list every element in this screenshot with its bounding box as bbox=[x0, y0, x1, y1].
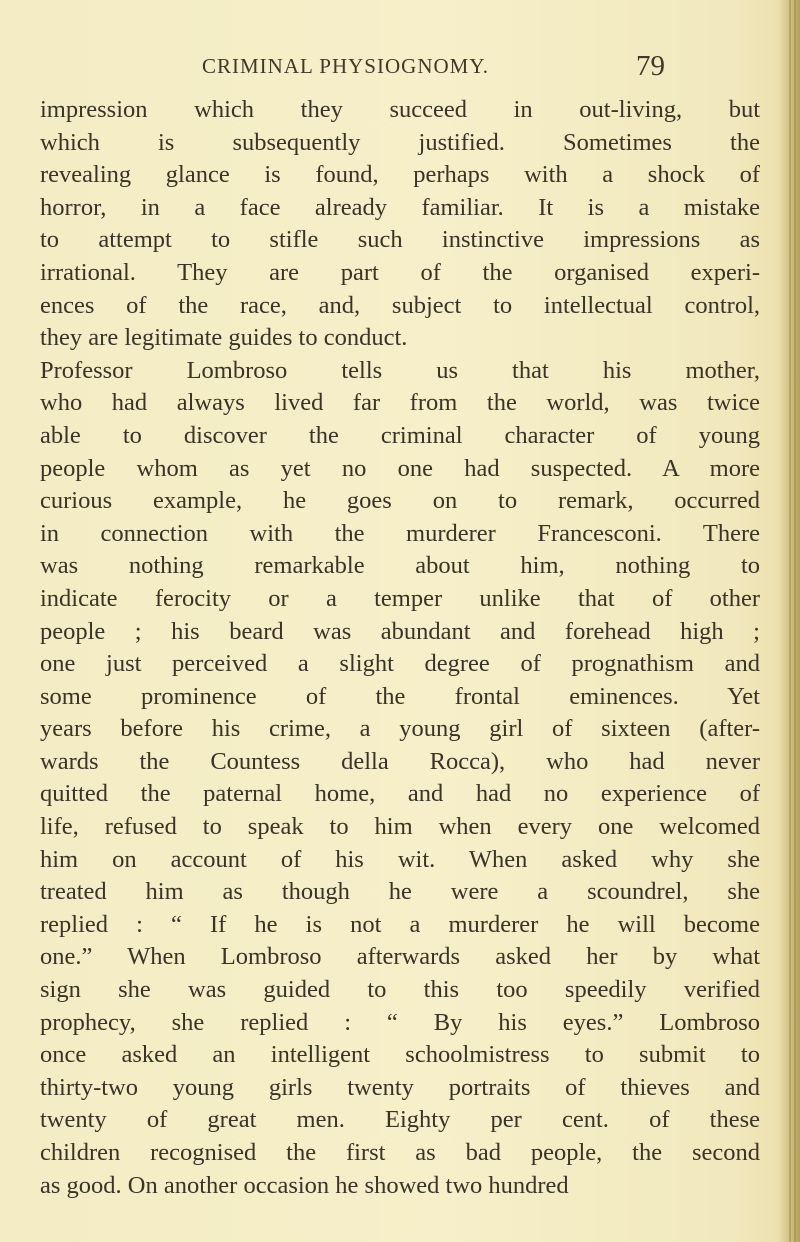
text-line: curious example, he goes on to remark, occurred bbox=[40, 487, 760, 515]
text-line: as good. On another occasion he showed two hundred bbox=[40, 1171, 569, 1199]
running-head: CRIMINAL PHYSIOGNOMY. bbox=[202, 54, 490, 78]
text-line: some prominence of the frontal eminences. Yet bbox=[40, 682, 760, 710]
text-line: treated him as though he were a scoundrel, she bbox=[40, 878, 760, 906]
text-line: ences of the race, and, subject to intellectual control, bbox=[40, 291, 760, 319]
text-line: life, refused to speak to him when every one welcomed bbox=[40, 813, 760, 841]
text-line: Professor Lombroso tells us that his mother, bbox=[40, 356, 760, 384]
text-line: able to discover the criminal character of young bbox=[40, 421, 760, 449]
text-line: people whom as yet no one had suspected. A more bbox=[40, 454, 760, 482]
text-line: replied : “ If he is not a murderer he will become bbox=[40, 910, 760, 938]
text-line: to attempt to stifle such instinctive impressions as bbox=[40, 226, 760, 254]
text-line: him on account of his wit. When asked why she bbox=[40, 845, 760, 873]
text-line: irrational. They are part of the organised experi- bbox=[40, 258, 760, 286]
text-line: twenty of great men. Eighty per cent. of these bbox=[40, 1106, 760, 1134]
text-line: in connection with the murderer Francesconi. There bbox=[40, 519, 760, 547]
text-line: one.” When Lombroso afterwards asked her by what bbox=[40, 943, 760, 971]
text-line: quitted the paternal home, and had no experience of bbox=[40, 780, 760, 808]
text-line: thirty-two young girls twenty portraits of thieves and bbox=[40, 1073, 760, 1101]
text-line: one just perceived a slight degree of prognathism and bbox=[40, 650, 760, 678]
text-line: years before his crime, a young girl of sixteen (after- bbox=[40, 715, 760, 743]
text-line: was nothing remarkable about him, nothing to bbox=[40, 552, 760, 580]
text-line: indicate ferocity or a temper unlike that of other bbox=[40, 584, 760, 612]
text-line: people ; his beard was abundant and forehead high ; bbox=[40, 617, 760, 645]
body-text bbox=[40, 94, 760, 1202]
text-line: horror, in a face already familiar. It is a mistake bbox=[40, 193, 760, 221]
page-header bbox=[0, 50, 800, 84]
text-line: they are legitimate guides to conduct. bbox=[40, 324, 408, 352]
text-line: which is subsequently justified. Sometimes the bbox=[40, 128, 760, 156]
text-line: impression which they succeed in out-living, but bbox=[40, 96, 760, 123]
text-line: prophecy, she replied : “ By his eyes.” Lombroso bbox=[40, 1008, 760, 1036]
text-line: children recognised the first as bad people, the second bbox=[40, 1139, 760, 1166]
page-edge-line bbox=[794, 0, 796, 1242]
text-line: revealing glance is found, perhaps with a shock of bbox=[40, 161, 760, 189]
page-number: 79 bbox=[636, 50, 665, 82]
text-line: wards the Countess della Rocca), who had never bbox=[40, 747, 760, 775]
page-edge-line bbox=[789, 0, 791, 1242]
text-line: once asked an intelligent schoolmistress to submit to bbox=[40, 1041, 760, 1069]
text-line: sign she was guided to this too speedily verified bbox=[40, 976, 760, 1004]
text-line: who had always lived far from the world, was twice bbox=[40, 389, 760, 417]
